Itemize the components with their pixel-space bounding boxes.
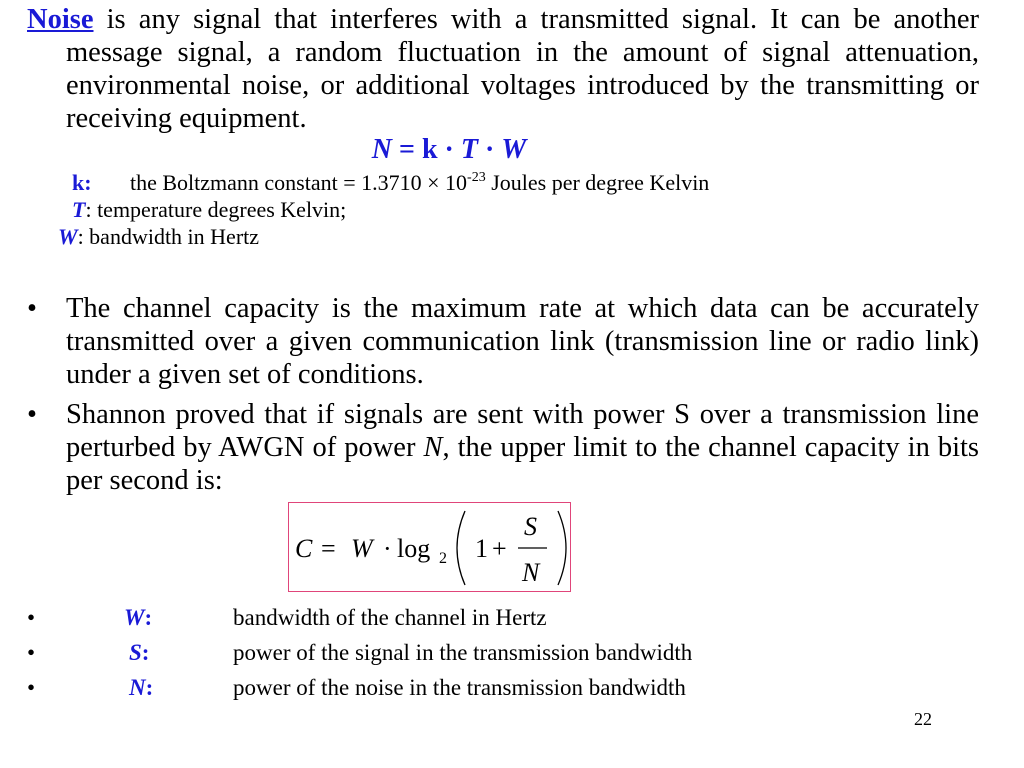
formula-log: log: [397, 534, 431, 563]
variable-bullet: •: [27, 640, 36, 665]
noise-definition-paragraph: [27, 3, 979, 135]
bullet-marker: •: [27, 293, 37, 324]
formula-c: C: [295, 534, 313, 563]
variable-letter: W: [124, 605, 145, 630]
definition-k-symbol: k:: [72, 170, 92, 195]
formula-log-base: 2: [439, 550, 447, 567]
variable-colon: :: [145, 675, 154, 700]
variable-row-n: [27, 674, 927, 704]
formula-one: 1: [475, 534, 488, 563]
formula-w: W: [501, 134, 527, 165]
left-paren: [457, 511, 465, 585]
variable-description: power of the noise in the transmission bandwidth: [233, 675, 686, 700]
noise-power-formula: [0, 133, 898, 167]
bullet-channel-capacity: [27, 292, 979, 391]
definition-t: [72, 196, 346, 223]
capacity-formula-box: [288, 502, 571, 592]
definition-k-exponent: -23: [467, 170, 486, 185]
formula-numerator: S: [524, 512, 537, 541]
bullet-text: The channel capacity is the maximum rate at which data can be accurately transmitted over a given communication link (transmission line or radio link) under a given set of conditions.: [66, 293, 979, 390]
variable-bullet: •: [27, 675, 36, 700]
definition-t-symbol: T: [72, 197, 86, 222]
definition-t-text: : temperature degrees Kelvin;: [85, 197, 347, 222]
bullet-text-before: Shannon proved that if signals are sent with power S over a transmission line perturbed by AWGN of power: [66, 399, 979, 463]
noise-definition-text: is any signal that interferes with a transmitted signal. It can be another message signal, a random fluctuation in the amount of signal attenuation, environmental noise, or additional voltages introduced by the transmitting or receiving equipment.: [66, 4, 979, 134]
formula-k: k: [421, 134, 438, 165]
right-paren: [558, 511, 566, 585]
formula-n: N: [371, 134, 392, 165]
bullet-text-after: , the upper limit to the channel capacity in bits per second is:: [66, 432, 980, 496]
formula-t: T: [460, 134, 478, 165]
variable-bullet: •: [27, 605, 36, 630]
definition-k: [72, 169, 709, 196]
variable-description: bandwidth of the channel in Hertz: [233, 605, 547, 630]
formula-dot-2: ·: [477, 134, 502, 165]
variable-colon: :: [141, 640, 150, 665]
definition-k-text: the Boltzmann constant = 1.3710 × 10: [130, 170, 468, 195]
variable-letter: S: [129, 640, 142, 665]
formula-equals: =: [321, 534, 336, 563]
definition-k-unit: Joules per degree Kelvin: [485, 170, 710, 195]
page-number: 22: [914, 709, 932, 729]
formula-denominator: N: [522, 558, 540, 587]
bullet-shannon: [27, 398, 979, 497]
definition-w-text: : bandwidth in Hertz: [77, 224, 260, 249]
variable-row-s: [27, 639, 927, 669]
bullet-marker: •: [27, 399, 37, 430]
variable-symbol: [129, 639, 149, 667]
formula-dot-1: ·: [437, 134, 461, 165]
variable-description: power of the signal in the transmission bandwidth: [233, 640, 693, 665]
formula-plus: +: [492, 534, 507, 563]
variable-colon: :: [144, 605, 153, 630]
variable-row-w: [27, 604, 927, 634]
bullet-italic-n: N: [423, 432, 443, 463]
definition-w: [58, 223, 259, 250]
formula-equals: =: [391, 134, 422, 165]
variable-letter: N: [129, 675, 146, 700]
capacity-formula: [289, 503, 572, 593]
formula-dot: ·: [383, 534, 392, 563]
variable-symbol: [129, 674, 153, 702]
variable-symbol: [124, 604, 152, 632]
definition-w-symbol: W: [58, 224, 78, 249]
formula-w: W: [351, 534, 373, 563]
noise-term: Noise: [27, 4, 94, 35]
